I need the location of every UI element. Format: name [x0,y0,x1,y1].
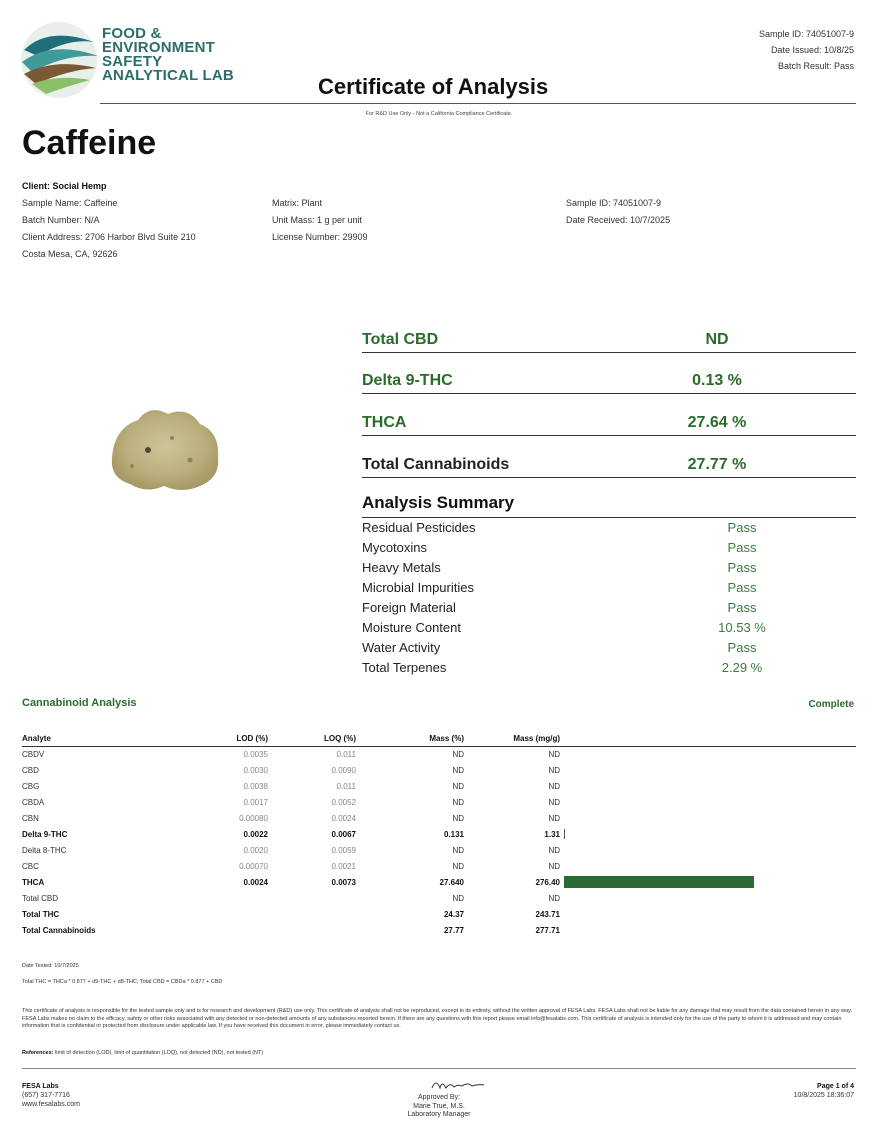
cell-analyte: CBG [22,781,40,791]
analysis-item-name: Water Activity [362,640,441,655]
matrix: Matrix: Plant [272,198,323,208]
page-number: Page 1 of 4 [817,1083,854,1090]
cannabinoid-status: Complete [808,699,854,710]
cell-bar [564,810,856,826]
cell-mg: ND [548,813,560,823]
cell-mg: 1.31 [544,829,560,839]
cell-pct: 27.77 [443,925,464,935]
lab-name-line: FOOD & [102,25,162,42]
col-lod: LOD (%) [182,732,268,746]
cell-mg: ND [548,845,560,855]
analysis-item-value: Pass [727,640,757,655]
client-address-line1: Client Address: 2706 Harbor Blvd Suite 210 [22,232,196,242]
cell-bar [564,858,856,874]
compliance-disclaimer: For R&D Use Only - Not a California Compliance Certificate. [365,111,513,117]
client-info-col3 [566,195,670,229]
cell-lod [182,922,268,938]
analysis-item-value: 10.53 % [718,620,766,635]
cell-analyte: THCA [22,877,45,887]
client-info-col2 [272,195,368,246]
summary-value: 0.13 % [692,372,742,389]
analysis-item-value: Pass [727,560,757,575]
analysis-item-name: Total Terpenes [362,660,447,675]
analysis-summary-item [362,599,856,619]
cell-mg: ND [548,797,560,807]
approver-name: Marie True, M.S. [413,1102,465,1110]
lab-name-line: ENVIRONMENT [102,39,216,56]
footer-timestamp: 10/8/2025 18:36:07 [793,1092,854,1099]
footer-page-info [794,1082,854,1100]
cell-pct: ND [452,797,464,807]
header-divider [100,103,856,104]
footer-divider [22,1068,856,1069]
cell-loq [268,890,356,906]
analysis-item-name: Foreign Material [362,600,456,615]
summary-value: ND [705,331,729,348]
analysis-summary-item [362,619,856,639]
summary-row [362,406,856,436]
analysis-item-name: Residual Pesticides [362,520,476,535]
analysis-item-name: Microbial Impurities [362,580,474,595]
cell-loq [268,922,356,938]
cell-mg: ND [548,765,560,775]
cell-analyte: CBN [22,813,39,823]
product-sample-image [102,398,232,498]
cell-lod: 0.0020 [243,845,268,855]
cell-bar [564,890,856,906]
cannabinoid-analysis-title: Cannabinoid Analysis [22,697,137,709]
table-row [22,906,856,922]
table-row [22,794,856,810]
summary-label: Total CBD [362,331,439,348]
table-row [22,890,856,906]
analysis-item-value: Pass [727,580,757,595]
cell-bar [564,826,856,842]
col-mass-mg: Mass (mg/g) [464,732,564,746]
cell-loq: 0.0021 [331,861,356,871]
cell-lod [182,906,268,922]
summary-label: THCA [362,414,407,431]
date-tested: Date Tested: 10/7/2025 [22,963,79,969]
summary-label: Delta 9-THC [362,372,453,389]
approver-title: Laboratory Manager [407,1111,471,1118]
table-row [22,778,856,794]
client-name: Client: Social Hemp [22,181,107,191]
cell-bar [564,906,856,922]
header-meta [759,26,854,74]
cell-pct: ND [452,861,464,871]
cell-lod: 0.00070 [239,861,268,871]
cell-analyte: CBC [22,861,39,871]
references [22,1050,263,1056]
footer-phone: (657) 317-7716 [22,1092,70,1099]
references-text: limit of detection (LOD), limit of quantitation (LOQ), not detected (ND), not tested (NT) [55,1050,264,1056]
cell-mg: ND [548,781,560,791]
cell-lod: 0.0024 [243,877,268,887]
cell-mg: 243.71 [535,909,560,919]
footer-website: www.fesalabs.com [22,1101,80,1108]
analysis-summary-divider [362,517,856,518]
header-sample-id: Sample ID: 74051007-9 [758,29,854,39]
references-label: References: [22,1050,54,1056]
table-row [22,746,856,762]
lab-name [102,27,234,83]
mass-bar [564,829,565,839]
product-name: Caffeine [22,124,157,162]
cell-pct: ND [452,781,464,791]
summary-row [362,448,856,478]
analysis-item-name: Heavy Metals [362,560,441,575]
cell-pct: 27.640 [439,877,464,887]
analysis-summary-list [362,519,856,679]
analysis-item-value: 2.29 % [721,660,763,675]
table-row [22,762,856,778]
cell-lod [182,890,268,906]
analysis-summary-item [362,519,856,539]
cell-bar [564,778,856,794]
analysis-summary-item [362,579,856,599]
cell-mg: ND [548,893,560,903]
client-address-line2: Costa Mesa, CA, 92626 [22,249,118,259]
analysis-summary-item [362,539,856,559]
cell-lod: 0.0030 [243,765,268,775]
analysis-summary-item [362,559,856,579]
table-header-row [22,732,856,746]
summary-label: Total Cannabinoids [362,456,510,473]
table-row [22,858,856,874]
cell-loq [268,906,356,922]
cell-pct: ND [452,765,464,775]
summary-row [362,328,856,353]
approved-by-label: Approved By: [417,1094,461,1101]
cell-bar [564,794,856,810]
analysis-item-value: Pass [727,540,757,555]
cell-loq: 0.0067 [331,829,356,839]
unit-mass: Unit Mass: 1 g per unit [272,215,363,225]
cell-analyte: CBDA [22,797,45,807]
cell-pct: ND [452,813,464,823]
mass-bar [564,876,754,888]
cell-bar [564,762,856,778]
cell-analyte: CBDV [22,749,45,759]
cell-loq: 0.011 [336,781,356,791]
analysis-item-name: Moisture Content [362,620,461,635]
footer-company: FESA Labs [22,1083,59,1090]
summary-value: 27.77 % [687,456,747,473]
analysis-summary-item [362,659,856,679]
document-title: Certificate of Analysis [318,74,549,99]
cell-bar [564,842,856,858]
sample-name: Sample Name: Caffeine [22,198,118,208]
cell-bar [564,874,856,890]
cell-lod: 0.0022 [243,829,268,839]
license-number: License Number: 29909 [272,232,368,242]
table-row [22,922,856,938]
date-received: Date Received: 10/7/2025 [566,215,671,225]
cell-loq: 0.011 [336,749,356,759]
col-mass-pct: Mass (%) [356,732,464,746]
cell-lod: 0.0035 [243,749,268,759]
col-bar [564,732,856,746]
cell-loq: 0.0090 [331,765,356,775]
col-analyte: Analyte [22,732,182,746]
cell-bar [564,922,856,938]
col-loq: LOQ (%) [268,732,356,746]
total-formula: Total THC = THCa * 0.877 + d9-THC + d8-THC; Total CBD = CBDa * 0.877 + CBD [22,979,223,985]
cell-lod: 0.0017 [243,797,268,807]
cell-analyte: Total Cannabinoids [22,925,96,935]
lab-name-line: SAFETY [102,53,163,70]
cell-pct: ND [452,893,464,903]
table-row [22,874,856,890]
client-info-col1 [22,178,196,263]
cannabinoid-table [22,732,856,938]
cell-loq: 0.0024 [331,813,356,823]
lab-name-line: ANALYTICAL LAB [102,67,234,84]
analysis-item-name: Mycotoxins [362,540,428,555]
cell-pct: ND [452,749,464,759]
summary-row [362,365,856,394]
table-row [22,810,856,826]
cell-loq: 0.0052 [331,797,356,807]
cell-analyte: CBD [22,765,39,775]
cell-pct: 24.37 [443,909,464,919]
cell-loq: 0.0073 [331,877,356,887]
footer-approval [0,1094,878,1120]
cell-analyte: Delta 8-THC [22,845,67,855]
cell-mg: ND [548,861,560,871]
analysis-item-value: Pass [727,600,757,615]
cell-pct: ND [452,845,464,855]
fesa-logo-icon [18,20,100,100]
signature-icon [428,1076,488,1094]
cell-analyte: Total CBD [22,893,59,903]
cell-analyte: Delta 9-THC [22,829,68,839]
analysis-summary-item [362,639,856,659]
cell-pct: 0.131 [443,829,464,839]
cell-lod: 0.00080 [239,813,268,823]
summary-value: 27.64 % [687,414,747,431]
cell-bar [564,746,856,762]
batch-number: Batch Number: N/A [22,215,100,225]
cell-loq: 0.0059 [331,845,356,855]
cell-mg: 276.40 [535,877,560,887]
cell-analyte: Total THC [22,909,60,919]
header-date-issued: Date Issued: 10/8/25 [770,45,854,55]
cell-mg: 277.71 [535,925,560,935]
analysis-item-value: Pass [727,520,757,535]
analysis-summary-title: Analysis Summary [362,493,515,512]
table-row [22,842,856,858]
cell-mg: ND [548,749,560,759]
table-row [22,826,856,842]
header-batch-result: Batch Result: Pass [777,61,854,71]
client-sample-id: Sample ID: 74051007-9 [566,198,662,208]
legal-disclaimer: This certificate of analysis is responsible for the tested sample only and is for research and development (R&D) use only. This certificate of analysis shall not be reproduced, except in its entirety, without the written approval of FESA Labs. FESA Labs shall not be liable for any damage that may result from the data contained herein in any way. FESA Labs makes no claim to the efficacy, safety or other risks associated with any detected or non-detected amounts of any substances reported herein. If there are any questions with this report please email info@fesalabs.com. This certificate of analysis is intended only for the use of the party to whom it is addressed and may contain information that is confidential or protected from disclosure under applicable law. If you have received this document in error, please immediately contact us. [22,1008,852,1029]
cell-lod: 0.0038 [243,781,268,791]
